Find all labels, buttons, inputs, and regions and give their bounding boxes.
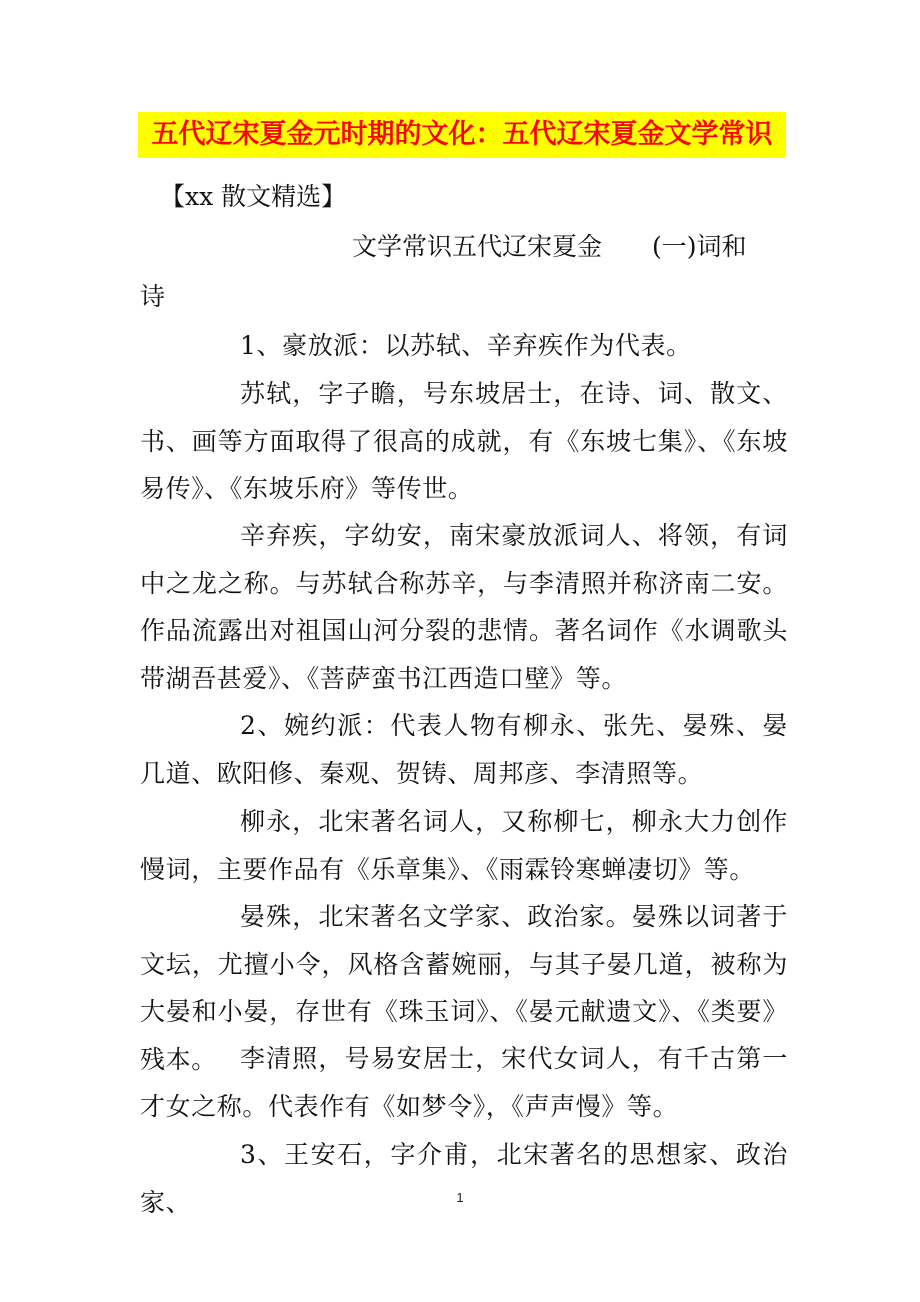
- section-tag: 【xx 散文精选】: [160, 182, 347, 211]
- paragraph: 柳永，北宋著名词人，又称柳七，柳永大力创作慢词，主要作品有《乐章集》、《雨霖铃寒蝉凄切》等。: [140, 807, 788, 884]
- subtitle-continuation: 诗: [140, 282, 166, 311]
- document-title: 五代辽宋夏金元时期的文化：五代辽宋夏金文学常识: [151, 119, 773, 150]
- page-number: 1: [456, 1190, 464, 1205]
- title-highlight: [138, 112, 786, 158]
- subtitle-right: (一)词和: [652, 232, 747, 261]
- paragraph: 李清照，号易安居士，宋代女词人，有千古第一才女之称。代表作有《如梦令》，《声声慢》等。: [140, 1044, 788, 1121]
- paragraph: 辛弃疾，字幼安，南宋豪放派词人、将领，有词中之龙之称。与苏轼合称苏辛，与李清照并称济南二安。作品流露出对祖国山河分裂的悲情。著名词作《水调歌头带湖吾甚爱》、《菩萨蛮书江西造口壁》等。: [140, 521, 788, 693]
- paragraph: 1、豪放派：以苏轼、辛弃疾作为代表。: [240, 331, 692, 360]
- paragraph: 2、婉约派：代表人物有柳永、张先、晏殊、晏几道、欧阳修、秦观、贺铸、周邦彦、李清照等。: [140, 711, 788, 788]
- subtitle-left: 文学常识五代辽宋夏金: [352, 232, 603, 261]
- paragraph: 苏轼，字子瞻，号东坡居士，在诗、词、散文、书、画等方面取得了很高的成就，有《东坡七集》、《东坡易传》、《东坡乐府》等传世。: [140, 379, 788, 503]
- paragraph: 晏殊，北宋著名文学家、政治家。晏殊以词著于文坛，尤擅小令，风格含蓄婉丽，与其子晏几道，被称为大晏和小晏，存世有《珠玉词》、《晏元献遗文》、《类要》残本。: [140, 902, 788, 1074]
- paragraph: 3、王安石，字介甫，北宋著名的思想家、政治家、: [140, 1140, 788, 1217]
